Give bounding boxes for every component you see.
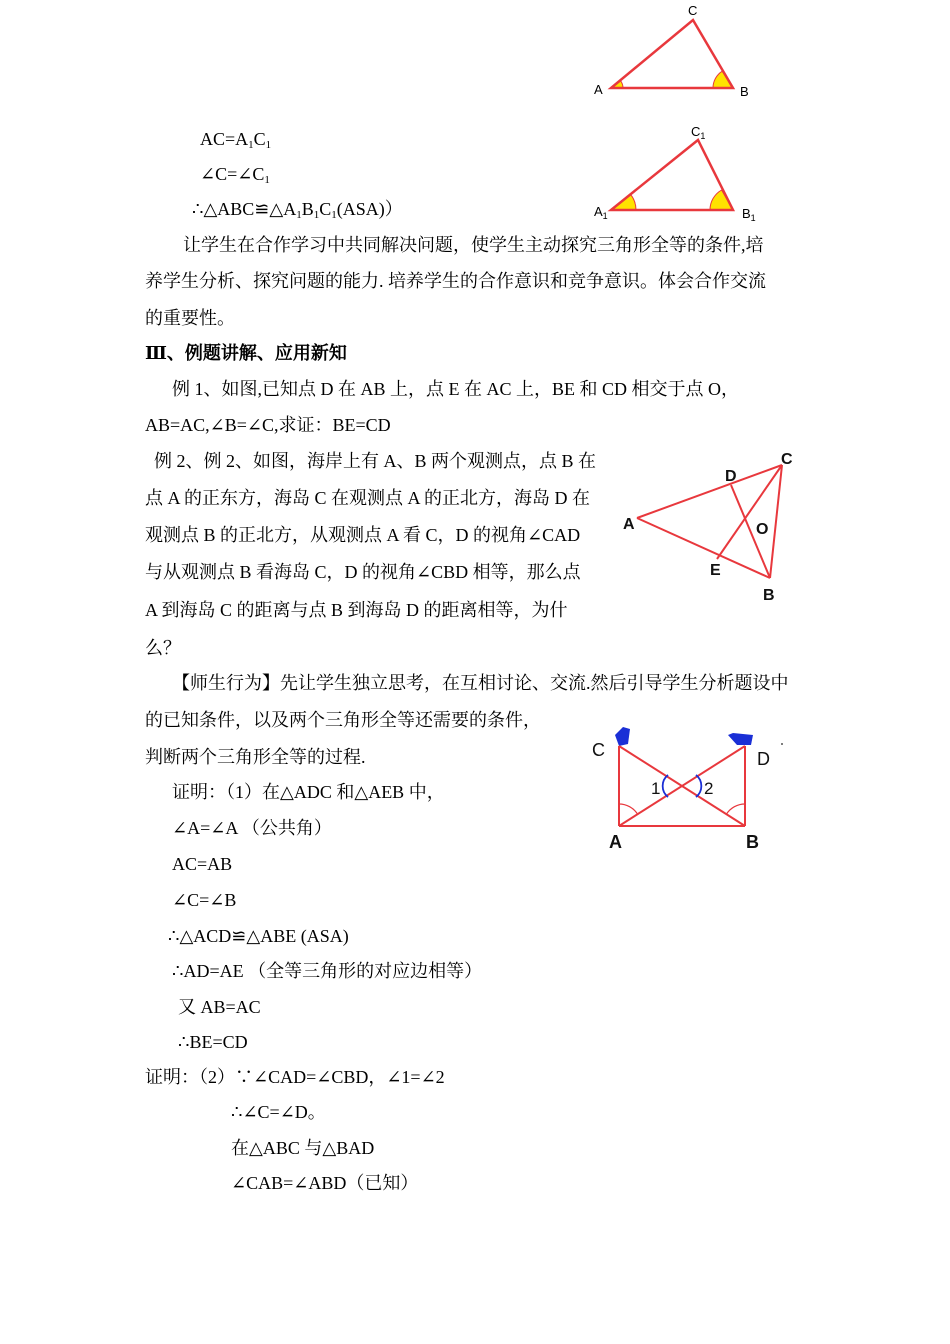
example1-figure — [615, 445, 805, 610]
proof1-line-2: ∠A=∠A （公共角） — [172, 818, 332, 838]
label-c: C — [592, 740, 605, 760]
teacher-line-3: 判断两个三角形全等的过程. — [145, 747, 366, 767]
dot — [781, 743, 783, 745]
example2-line-4: 与从观测点 B 看海岛 C，D 的视角∠CBD 相等，那么点 — [145, 562, 581, 582]
proof1-line-7: 又 AB=AC — [178, 997, 261, 1017]
label-angle-1: 1 — [651, 779, 661, 798]
segment-cb — [770, 465, 782, 578]
example1-line-1: 例 1、如图,已知点 D 在 AB 上，点 E 在 AC 上，BE 和 CD 相交于点 O， — [172, 379, 740, 399]
angle-b-mark — [713, 71, 733, 88]
proof2-line-4: ∠CAB=∠ABD（已知） — [231, 1173, 419, 1193]
label-o: O — [756, 521, 769, 538]
para-line-2: 养学生分析、探究问题的能力. 培养学生的合作意识和竞争意识。体会合作交流 — [145, 271, 766, 291]
angle-a-arc — [619, 804, 638, 814]
label-c: C — [688, 3, 698, 18]
label-b1: $B_1$ — [742, 206, 756, 223]
asa-line-3: $\therefore\triangle ABC≌\triangle A_1B_1C_1(ASA)$） — [192, 199, 403, 221]
example1-line-2: AB=AC,∠B=∠C,求证：BE=CD — [145, 415, 391, 435]
segment-ab — [637, 518, 770, 578]
proof2-line-2: ∴∠C=∠D。 — [231, 1102, 326, 1122]
angle-b1-mark — [710, 190, 733, 210]
segment-ac — [637, 465, 782, 518]
example2-line-1: 例 2、例 2、如图，海岸上有 A、B 两个观测点，点 B 在 — [154, 451, 597, 471]
asa-line-2: $\angle C=\angle C_1$ — [200, 164, 270, 186]
proof1-line-5: ∴△ACD≌△ABE (ASA) — [168, 926, 349, 946]
proof1-line-1: 证明：（1）在△ADC 和△AEB 中， — [172, 782, 445, 802]
example2-line-5: A 到海岛 C 的距离与点 B 到海岛 D 的距离相等，为什 — [145, 600, 568, 620]
angle-1-arc — [663, 775, 668, 797]
label-d: D — [725, 468, 737, 485]
label-b: B — [763, 587, 775, 604]
label-a: A — [623, 516, 635, 533]
proof1-line-6: ∴AD=AE （全等三角形的对应边相等） — [172, 961, 483, 981]
label-a: A — [609, 832, 622, 852]
label-a: A — [594, 82, 603, 97]
proof1-line-3: AC=AB — [172, 854, 233, 874]
label-e: E — [710, 562, 721, 579]
teacher-line-2: 的已知条件，以及两个三角形全等还需要的条件， — [145, 710, 541, 730]
example2-line-6: 么？ — [145, 638, 181, 658]
island-c-flag — [615, 727, 630, 746]
proof1-line-8: ∴BE=CD — [178, 1032, 248, 1052]
proof2-line-3: 在△ABC 与△BAD — [231, 1138, 375, 1158]
triangle-a1b1c1-figure — [590, 120, 770, 225]
label-b: B — [746, 832, 759, 852]
proof2-line-1: 证明：（2）∵∠CAD=∠CBD，∠1=∠2 — [145, 1067, 445, 1087]
angle-2-arc — [696, 775, 701, 797]
label-a1: $A_1$ — [594, 204, 608, 221]
label-angle-2: 2 — [704, 779, 714, 798]
triangle-abc-figure — [590, 0, 760, 105]
angle-b-arc — [726, 804, 745, 814]
label-d: D — [757, 749, 770, 769]
label-b: B — [740, 84, 749, 99]
section-heading: Ⅲ、例题讲解、应用新知 — [145, 343, 347, 363]
example2-line-2: 点 A 的正东方，海岛 C 在观测点 A 的正北方，海岛 D 在 — [145, 488, 591, 508]
para-line-1: 让学生在合作学习中共同解决问题，使学生主动探究三角形全等的条件,培 — [183, 235, 764, 255]
asa-line-1: $AC=A_1C_1$ — [200, 129, 272, 151]
example2-figure — [585, 720, 795, 855]
triangle-abc — [611, 20, 733, 88]
island-d-flag — [728, 733, 753, 745]
label-c: C — [781, 451, 793, 468]
teacher-line-1: 【师生行为】先让学生独立思考，在互相讨论、交流.然后引导学生分析题设中 — [172, 673, 789, 693]
example2-line-3: 观测点 B 的正北方，从观测点 A 看 C，D 的视角∠CAD — [145, 525, 581, 545]
proof1-line-4: ∠C=∠B — [172, 890, 237, 910]
para-line-3: 的重要性。 — [145, 308, 235, 328]
label-c1: $C_1$ — [691, 124, 706, 141]
